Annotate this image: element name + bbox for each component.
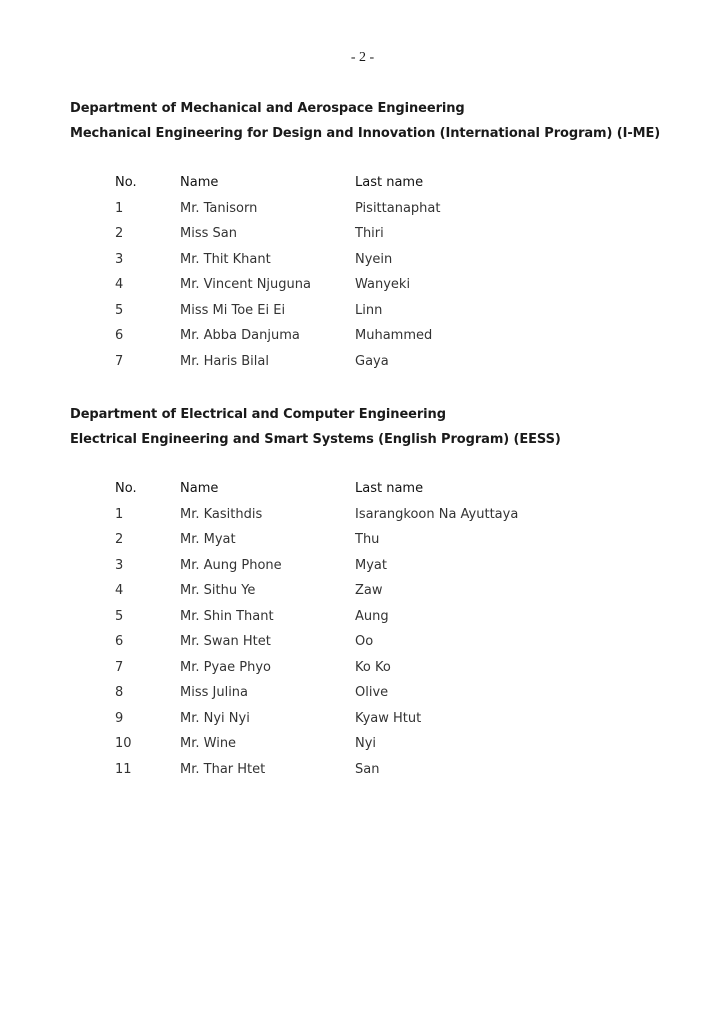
cell-last-name: Aung xyxy=(355,608,389,624)
cell-last-name: Zaw xyxy=(355,583,383,598)
header-no: No. xyxy=(115,481,137,496)
cell-no: 2 xyxy=(115,532,124,547)
cell-no: 5 xyxy=(115,302,124,318)
cell-name: Mr. Abba Danjuma xyxy=(180,328,300,343)
cell-no: 2 xyxy=(115,226,124,241)
cell-name: Mr. Thit Khant xyxy=(180,251,271,267)
table-row xyxy=(115,221,710,247)
cell-name: Mr. Shin Thant xyxy=(180,608,274,624)
cell-last-name: Ko Ko xyxy=(355,659,391,675)
table-row xyxy=(115,757,710,783)
cell-no: 1 xyxy=(115,506,124,522)
cell-no: 3 xyxy=(115,251,124,267)
cell-name: Mr. Haris Bilal xyxy=(180,353,269,369)
cell-last-name: Olive xyxy=(355,685,389,700)
cell-last-name: Nyi xyxy=(355,736,377,751)
student-table xyxy=(115,170,710,374)
table-row xyxy=(115,349,710,375)
cell-last-name: Thiri xyxy=(355,226,384,241)
cell-name: Miss San xyxy=(180,226,237,241)
cell-last-name: Linn xyxy=(355,302,383,318)
cell-no: 4 xyxy=(115,277,124,292)
table-row xyxy=(115,629,710,655)
header-name: Name xyxy=(180,175,219,190)
cell-name: Mr. Sithu Ye xyxy=(180,583,256,598)
header-name: Name xyxy=(180,481,219,496)
header-last-name: Last name xyxy=(355,481,424,496)
cell-last-name: Muhammed xyxy=(355,328,433,343)
cell-name: Mr. Pyae Phyo xyxy=(180,659,271,675)
cell-name: Mr. Swan Htet xyxy=(180,634,271,649)
cell-no: 11 xyxy=(115,761,132,777)
cell-last-name: Myat xyxy=(355,557,387,573)
cell-no: 6 xyxy=(115,634,124,649)
table-row xyxy=(115,247,710,273)
program-heading: Mechanical Engineering for Design and Innovation (International Program) (I-ME) xyxy=(70,126,661,141)
cell-no: 1 xyxy=(115,200,124,216)
cell-no: 4 xyxy=(115,583,124,598)
cell-last-name: Wanyeki xyxy=(355,277,411,292)
cell-last-name: Isarangkoon Na Ayuttaya xyxy=(355,506,519,522)
table-row xyxy=(115,578,710,604)
table-row xyxy=(115,706,710,732)
cell-last-name: Nyein xyxy=(355,251,393,267)
cell-last-name: Thu xyxy=(355,532,380,547)
page-number: - 2 - xyxy=(350,50,375,65)
cell-no: 9 xyxy=(115,710,124,726)
cell-last-name: Pisittanaphat xyxy=(355,200,441,216)
section-mechanical xyxy=(70,96,710,374)
table-row xyxy=(115,323,710,349)
cell-last-name: Oo xyxy=(355,634,374,649)
cell-name: Mr. Nyi Nyi xyxy=(180,710,250,726)
cell-last-name: Kyaw Htut xyxy=(355,710,422,726)
cell-no: 8 xyxy=(115,685,124,700)
table-row xyxy=(115,680,710,706)
department-heading: Department of Mechanical and Aerospace Engineering xyxy=(70,101,465,116)
cell-last-name: Gaya xyxy=(355,353,389,369)
table-row xyxy=(115,196,710,222)
department-heading: Department of Electrical and Computer Engineering xyxy=(70,407,446,422)
program-heading: Electrical Engineering and Smart Systems (English Program) (EESS) xyxy=(70,432,561,447)
section-electrical xyxy=(70,402,710,782)
cell-no: 10 xyxy=(115,736,132,751)
table-row xyxy=(115,553,710,579)
cell-no: 7 xyxy=(115,353,124,369)
cell-name: Miss Julina xyxy=(180,685,249,700)
cell-no: 7 xyxy=(115,659,124,675)
table-row xyxy=(115,527,710,553)
cell-name: Mr. Aung Phone xyxy=(180,557,282,573)
cell-name: Mr. Kasithdis xyxy=(180,506,263,522)
cell-name: Mr. Wine xyxy=(180,736,237,751)
cell-name: Mr. Tanisorn xyxy=(180,200,258,216)
header-last-name: Last name xyxy=(355,175,424,190)
table-row xyxy=(115,731,710,757)
cell-name: Mr. Myat xyxy=(180,532,236,547)
cell-name: Miss Mi Toe Ei Ei xyxy=(180,302,286,318)
cell-name: Mr. Vincent Njuguna xyxy=(180,277,311,292)
table-row xyxy=(115,655,710,681)
cell-last-name: San xyxy=(355,761,380,777)
table-header-row xyxy=(115,170,710,196)
student-table xyxy=(115,476,710,782)
table-row xyxy=(115,502,710,528)
table-row xyxy=(115,298,710,324)
table-row xyxy=(115,604,710,630)
cell-no: 5 xyxy=(115,608,124,624)
cell-name: Mr. Thar Htet xyxy=(180,761,266,777)
table-header-row xyxy=(115,476,710,502)
cell-no: 6 xyxy=(115,328,124,343)
cell-no: 3 xyxy=(115,557,124,573)
header-no: No. xyxy=(115,175,137,190)
table-row xyxy=(115,272,710,298)
